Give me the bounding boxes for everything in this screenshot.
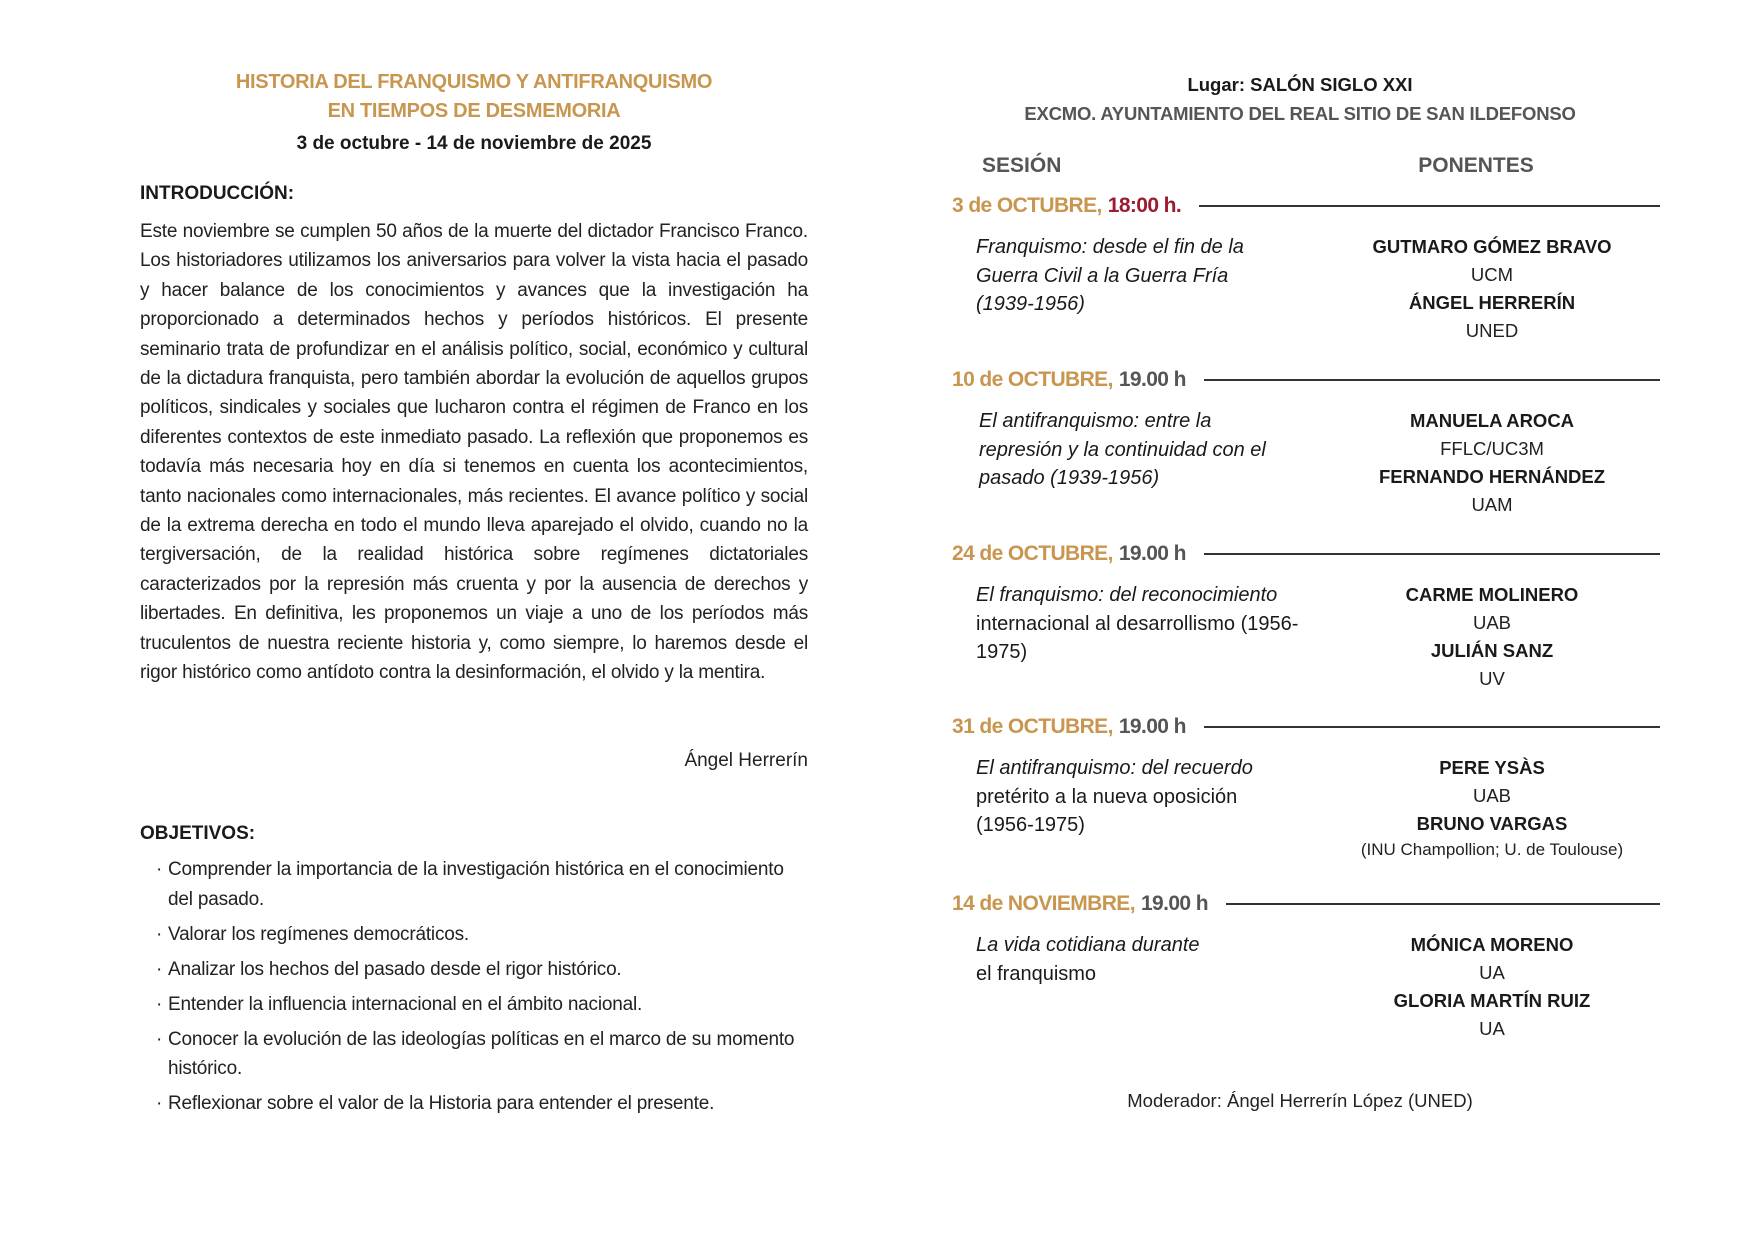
bullet-icon: ·: [156, 958, 163, 980]
column-header-session: SESIÓN: [982, 154, 1062, 177]
session-header: [952, 542, 1660, 566]
bullet-icon: ·: [156, 1028, 163, 1050]
session-speakers: [1292, 233, 1692, 345]
speaker-affiliation: (INU Champollion; U. de Toulouse): [1360, 840, 1624, 859]
session-divider: [1204, 553, 1660, 555]
session-block: [952, 194, 1660, 364]
session-block: [952, 542, 1660, 712]
session-time: 19.00 h: [1118, 715, 1186, 738]
session-speakers: [1292, 407, 1692, 519]
intro-heading: INTRODUCCIÓN:: [140, 183, 295, 204]
session-divider: [1204, 726, 1660, 728]
session-speakers: [1292, 754, 1692, 862]
bullet-icon: ·: [156, 859, 163, 880]
session-time: 18:00 h.: [1107, 194, 1182, 217]
speaker-name: GUTMARO GÓMEZ BRAVO: [1372, 236, 1612, 257]
bullet-icon: ·: [156, 993, 163, 1015]
session-date: 24 de OCTUBRE,: [952, 542, 1113, 565]
objective-item: · Entender la influencia internacional en el ámbito nacional.: [158, 990, 798, 1020]
speaker-affiliation: UAB: [1472, 785, 1512, 806]
session-title: El antifranquismo: entre la represión y la continuidad con el pasado (1939-1956): [979, 410, 1266, 489]
session-speakers: [1292, 581, 1692, 693]
speaker-affiliation: UV: [1479, 668, 1505, 689]
bullet-icon: ·: [156, 1093, 163, 1114]
intro-signature: Ángel Herrerín: [684, 750, 808, 771]
session-title: El antifranquismo: del recuerdo pretérito a la nueva oposición (1956-1975): [976, 757, 1253, 836]
venue-place: Lugar: SALÓN SIGLO XXI: [1187, 74, 1413, 95]
session-date: 3 de OCTUBRE,: [952, 194, 1102, 217]
speaker-name: PERE YSÀS: [1439, 757, 1545, 778]
session-time: 19.00 h: [1118, 368, 1186, 391]
venue-organization: EXCMO. AYUNTAMIENTO DEL REAL SITIO DE SAN ILDEFONSO: [1024, 103, 1576, 124]
seminar-date-range: 3 de octubre - 14 de noviembre de 2025: [296, 133, 652, 154]
bullet-icon: ·: [156, 923, 163, 945]
session-speakers: [1292, 931, 1692, 1043]
session-title: La vida cotidiana durante el franquismo: [976, 934, 1200, 985]
session-date: 10 de OCTUBRE,: [952, 368, 1113, 391]
speaker-name: GLORIA MARTÍN RUIZ: [1393, 990, 1591, 1011]
session-header: [952, 368, 1660, 392]
session-date: 31 de OCTUBRE,: [952, 715, 1113, 738]
objectives-heading: OBJETIVOS:: [140, 823, 256, 844]
speaker-affiliation: FFLC/UC3M: [1440, 438, 1544, 459]
speaker-affiliation: UAB: [1472, 612, 1512, 633]
speaker-name: BRUNO VARGAS: [1416, 813, 1568, 834]
session-time: 19.00 h: [1140, 892, 1208, 915]
session-block: [952, 715, 1660, 885]
session-title: El franquismo: del reconocimiento internacional al desarrollismo (1956-1975): [976, 584, 1299, 663]
session-header: [952, 892, 1660, 916]
session-date: 14 de NOVIEMBRE,: [952, 892, 1135, 915]
speaker-affiliation: UNED: [1465, 320, 1519, 341]
column-header-speakers: PONENTES: [1418, 154, 1534, 177]
objective-item: · Comprender la importancia de la investigación histórica en el conocimiento del pasado.: [158, 855, 798, 914]
seminar-title-line1: HISTORIA DEL FRANQUISMO Y ANTIFRANQUISMO: [235, 71, 713, 93]
moderator: Moderador: Ángel Herrerín López (UNED): [1127, 1090, 1473, 1111]
session-divider: [1226, 903, 1660, 905]
speaker-name: JULIÁN SANZ: [1430, 640, 1554, 661]
speaker-name: CARME MOLINERO: [1405, 584, 1579, 605]
session-header: [952, 194, 1660, 218]
session-divider: [1199, 205, 1660, 207]
speaker-affiliation: UCM: [1470, 264, 1514, 285]
speaker-name: MÓNICA MORENO: [1410, 934, 1574, 955]
session-title: Franquismo: desde el fin de la Guerra Civil a la Guerra Fría (1939-1956): [976, 236, 1244, 315]
speaker-affiliation: UA: [1479, 1018, 1505, 1039]
speaker-name: FERNANDO HERNÁNDEZ: [1378, 466, 1606, 487]
objective-item: · Valorar los regímenes democráticos.: [158, 920, 798, 950]
session-block: [952, 368, 1660, 538]
objective-item: · Reflexionar sobre el valor de la Historia para entender el presente.: [158, 1089, 798, 1119]
session-header: [952, 715, 1660, 739]
objective-item: · Conocer la evolución de las ideologías políticas en el marco de su momento histórico.: [158, 1025, 798, 1084]
intro-text: Este noviembre se cumplen 50 años de la muerte del dictador Francisco Franco. Los historiadores utilizamos los aniversarios para volver la vista hacia el pasado y hacer balance de los conocimientos y avances que la investigación ha proporcionado a determinados hechos y períodos históricos. El presente seminario trata de profundizar en el análisis político, social, económico y cultural de la dictadura franquista, pero también abordar la evolución de aquellos grupos políticos, sindicales y sociales que lucharon contra el régimen de Franco en los diferentes contextos de este inmediato pasado. La reflexión que proponemos es todavía más necesaria hoy en día si tenemos en cuenta los acontecimientos, tanto nacionales como internacionales, más recientes. El avance político y social de la extrema derecha en todo el mundo lleva aparejado el olvido, cuando no la tergiversación, de la realidad histórica sobre regímenes dictatoriales caracterizados por la represión más cruenta y por la ausencia de derechos y libertades. En definitiva, les proponemos un viaje a uno de los períodos más truculentos de nuestra reciente historia y, como siempre, lo haremos desde el rigor histórico como antídoto contra la desinformación, el olvido y la mentira.: [140, 221, 808, 684]
objective-item: · Analizar los hechos del pasado desde el rigor histórico.: [158, 955, 798, 985]
speaker-affiliation: UA: [1479, 962, 1505, 983]
session-time: 19.00 h: [1118, 542, 1186, 565]
session-divider: [1204, 379, 1660, 381]
session-block: [952, 892, 1660, 1062]
seminar-title-line2: EN TIEMPOS DE DESMEMORIA: [327, 100, 621, 122]
speaker-affiliation: UAM: [1471, 494, 1513, 515]
objectives-list: [158, 855, 798, 1124]
speaker-name: ÁNGEL HERRERÍN: [1408, 292, 1576, 313]
speaker-name: MANUELA AROCA: [1409, 410, 1575, 431]
